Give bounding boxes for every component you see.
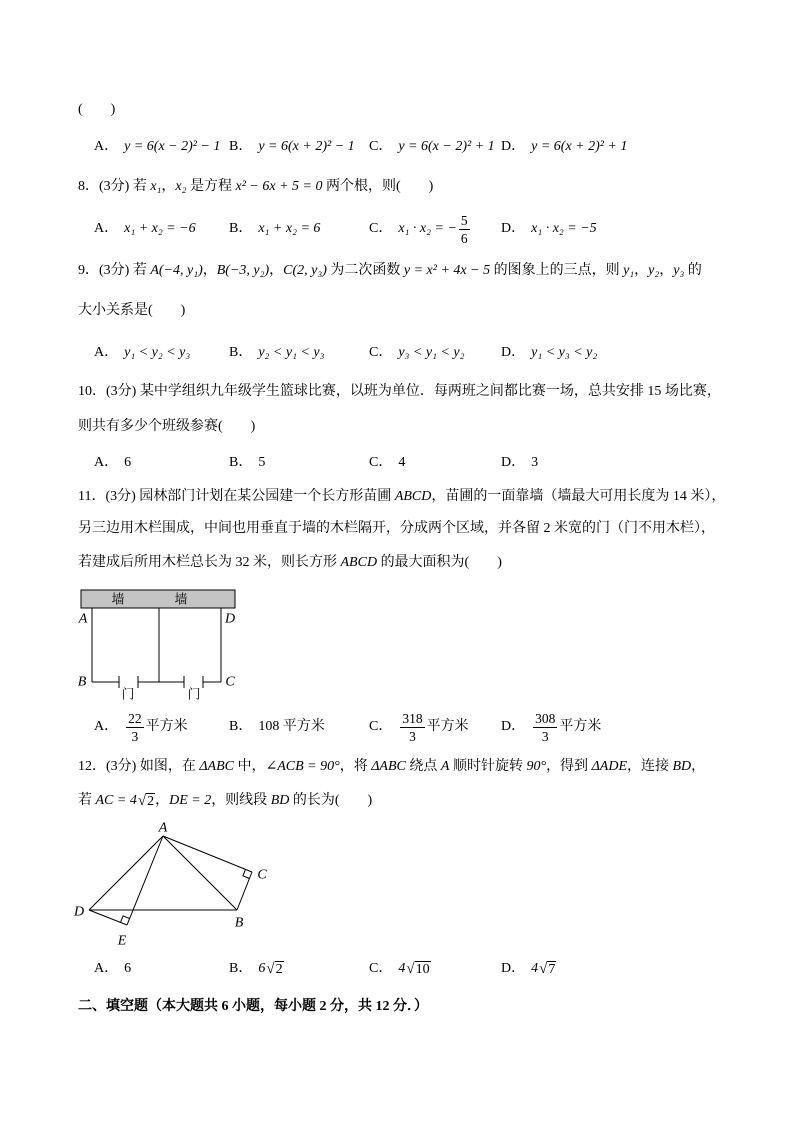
q12-stem-line1 <box>78 756 705 778</box>
stem-text <box>78 486 725 508</box>
door-label: 门 <box>187 686 201 702</box>
math-expression: ΔABC <box>371 759 406 774</box>
option-content <box>258 218 320 240</box>
option-b <box>229 342 324 364</box>
option-label: D． <box>501 719 526 734</box>
fraction <box>400 710 424 745</box>
text-run: 平方米 <box>426 719 469 734</box>
fraction-denominator: 3 <box>541 728 549 744</box>
fraction-numerator: 308 <box>535 710 556 726</box>
text-run: 12．(3分) 如图，在 <box>78 759 200 774</box>
stem-text <box>78 176 433 198</box>
option-label: B． <box>229 139 253 154</box>
q11-fence-figure <box>70 585 250 705</box>
text-run: 是方程 <box>186 179 236 194</box>
math-expression: y = 6(x + 2)² − 1 <box>258 139 355 154</box>
segment-de <box>89 910 127 925</box>
option-label: C． <box>369 719 393 734</box>
option-label: B． <box>229 961 253 976</box>
text-run: 6 <box>124 961 132 976</box>
radicand: 7 <box>548 962 556 977</box>
math-expression: x₁ + x₂ = −6 <box>124 221 196 236</box>
math-expression: A(−4, y₁) <box>150 263 203 278</box>
point-label-a: A <box>158 820 168 836</box>
option-d <box>501 958 556 980</box>
option-content <box>531 218 597 240</box>
option-a <box>94 218 196 240</box>
q9-options <box>0 342 794 364</box>
option-label: B． <box>229 345 253 360</box>
math-expression: x² − 6x + 5 = 0 <box>235 179 323 194</box>
text-run: 两个根，则( ) <box>322 179 434 194</box>
fraction <box>533 710 557 745</box>
segment-bc <box>237 872 252 910</box>
option-a <box>94 452 131 474</box>
fraction <box>459 212 470 247</box>
q10-stem-line1 <box>78 381 721 403</box>
math-expression: BD <box>270 793 290 808</box>
option-label: A． <box>94 961 119 976</box>
wall <box>81 590 235 608</box>
wall-label: 墙 <box>111 591 125 607</box>
text-run: 10．(3分) 某中学组织九年级学生篮球比赛，以班为单位．每两班之间都比赛一场，总共安排 15 场比赛， <box>78 384 721 399</box>
square-root <box>406 960 430 978</box>
text-run: ( ) <box>78 102 116 117</box>
q8-options <box>0 212 794 246</box>
option-label: D． <box>501 455 526 470</box>
q10-stem-line2 <box>78 416 255 438</box>
option-content <box>124 452 131 474</box>
math-expression: x₁ · x₂ = −5 <box>531 221 597 236</box>
q9-stem-line2 <box>78 300 185 322</box>
text-run: ， <box>634 263 649 278</box>
text-run: 平方米 <box>145 719 188 734</box>
square-root <box>138 792 155 810</box>
option-content <box>124 218 196 240</box>
prev-question-options <box>0 136 794 158</box>
point-label-d: D <box>224 611 236 627</box>
option-label: A． <box>94 719 119 734</box>
option-d <box>501 136 627 158</box>
option-content <box>531 342 597 364</box>
radicand: 2 <box>147 794 155 809</box>
math-expression: y₂ < y₁ < y₃ <box>258 345 325 360</box>
option-content <box>258 136 354 158</box>
section-heading: 二、填空题（本大题共 6 小题，每小题 2 分，共 12 分．） <box>78 999 428 1014</box>
option-content <box>531 710 602 744</box>
point-label-d: D <box>73 904 85 920</box>
text-run: 108 平方米 <box>258 719 325 734</box>
option-content <box>398 710 469 744</box>
point-label-a: A <box>78 611 88 627</box>
wall-label: 墙 <box>174 591 188 607</box>
option-content <box>124 136 220 158</box>
math-expression: y₁ < y₂ < y₃ <box>124 345 191 360</box>
option-label: D． <box>501 961 526 976</box>
fraction-denominator: 6 <box>460 230 468 246</box>
text-run: ， <box>659 263 674 278</box>
option-content <box>124 958 131 980</box>
fraction-denominator: 3 <box>131 728 139 744</box>
point-label-b: B <box>234 915 244 931</box>
option-b <box>229 218 320 240</box>
option-c <box>369 342 464 364</box>
door-label: 门 <box>121 686 135 702</box>
option-label: B． <box>229 719 253 734</box>
radical-sign: √ <box>266 961 275 977</box>
math-expression: x₂ <box>175 179 187 194</box>
text-run: 8．(3分) 若 <box>78 179 151 194</box>
text-run: 3 <box>531 455 539 470</box>
text-run: ， <box>202 263 217 278</box>
q10-options <box>0 452 794 474</box>
option-a <box>94 958 131 980</box>
option-content <box>124 710 188 744</box>
math-expression: y₂ <box>648 263 660 278</box>
text-run: 为二次函数 <box>326 263 404 278</box>
stem-text <box>78 260 702 282</box>
math-expression: 90° <box>526 759 547 774</box>
option-d <box>501 452 538 474</box>
option-label: D． <box>501 221 526 236</box>
point-label-e: E <box>117 933 127 949</box>
math-expression: 4 <box>531 961 539 976</box>
point-label-c: C <box>225 674 235 690</box>
option-content <box>258 716 325 738</box>
option-c <box>369 136 495 158</box>
fraction-numerator: 318 <box>402 710 423 726</box>
text-run: 绕点 <box>405 759 441 774</box>
math-expression: B(−3, y₂) <box>216 263 270 278</box>
option-b <box>229 452 265 474</box>
q12-options <box>0 958 794 980</box>
q9-stem-line1 <box>78 260 702 282</box>
radical-sign: √ <box>137 793 147 809</box>
text-run: 的长为( ) <box>289 793 373 808</box>
stem-text <box>78 756 705 778</box>
math-expression: y₁ < y₃ < y₂ <box>531 345 598 360</box>
option-content <box>124 342 190 364</box>
text-run: ， <box>269 263 284 278</box>
math-expression: 6 <box>258 961 266 976</box>
option-label: A． <box>94 345 119 360</box>
fraction <box>126 710 144 745</box>
option-c <box>369 452 405 474</box>
option-content <box>398 212 471 246</box>
option-c <box>369 212 472 246</box>
math-expression: ∠ACB = 90° <box>265 759 340 774</box>
text-run: 大小关系是( ) <box>78 303 186 318</box>
stem-text <box>78 552 502 574</box>
text-run: ，则线段 <box>211 793 271 808</box>
text-run: ，将 <box>339 759 372 774</box>
option-content <box>531 452 538 474</box>
option-a <box>94 710 188 744</box>
math-expression: ABCD <box>394 489 432 504</box>
option-content <box>531 958 556 980</box>
stem-text <box>78 300 185 322</box>
math-expression: y = 6(x + 2)² + 1 <box>531 139 628 154</box>
text-run: 4 <box>398 455 406 470</box>
option-label: C． <box>369 961 393 976</box>
option-label: C． <box>369 345 393 360</box>
q12-triangle-figure <box>65 820 275 952</box>
stem-text <box>78 790 372 812</box>
fraction-numerator: 5 <box>460 212 468 228</box>
text-run: 11．(3分) 园林部门计划在某公园建一个长方形苗圃 <box>78 489 395 504</box>
option-d <box>501 342 597 364</box>
radical-sign: √ <box>406 961 415 977</box>
text-run: ，苗圃的一面靠墙（墙最大可用长度为 14 米）， <box>431 489 726 504</box>
option-label: D． <box>501 139 526 154</box>
math-expression: ABCD <box>340 555 378 570</box>
math-expression: y = 6(x − 2)² + 1 <box>398 139 495 154</box>
option-d <box>501 710 602 744</box>
text-run: 若建成后所用木栏总长为 32 米，则长方形 <box>78 555 341 570</box>
point-label-c: C <box>257 867 267 883</box>
option-content <box>398 342 464 364</box>
text-run: 则共有多少个班级参赛( ) <box>78 419 256 434</box>
option-content <box>258 342 324 364</box>
option-label: C． <box>369 455 393 470</box>
text-run: 5 <box>258 455 266 470</box>
text-run: 中， <box>234 759 266 774</box>
option-c <box>369 958 431 980</box>
option-content <box>398 958 430 980</box>
option-label: A． <box>94 139 119 154</box>
option-b <box>229 958 284 980</box>
option-label: C． <box>369 221 393 236</box>
math-expression: x₁ + x₂ = 6 <box>258 221 321 236</box>
math-expression: y = 6(x − 2)² − 1 <box>124 139 221 154</box>
math-expression: BD <box>672 759 692 774</box>
stem-text <box>78 518 715 540</box>
math-expression: DE = 2 <box>169 793 212 808</box>
text-run: ， <box>161 179 176 194</box>
text-run: 的图象上的三点，则 <box>490 263 624 278</box>
text-run: ， <box>155 793 170 808</box>
option-label: B． <box>229 221 253 236</box>
math-expression: A <box>440 759 450 774</box>
option-label: B． <box>229 455 253 470</box>
math-expression: y₃ <box>673 263 685 278</box>
text-run: 的 <box>684 263 702 278</box>
math-expression: x₁ <box>150 179 162 194</box>
math-expression: y₁ <box>623 263 635 278</box>
text-run: 顺时针旋转 <box>449 759 527 774</box>
math-expression: y₃ < y₁ < y₂ <box>398 345 465 360</box>
option-content <box>531 136 627 158</box>
fraction-numerator: 22 <box>128 710 142 726</box>
q11-options <box>0 710 794 744</box>
segment-ac <box>163 836 252 872</box>
segment-ab <box>163 836 237 910</box>
option-label: A． <box>94 221 119 236</box>
text-run: 若 <box>78 793 96 808</box>
option-content <box>258 958 283 980</box>
option-c <box>369 710 469 744</box>
math-expression: x₁ · x₂ = − <box>398 221 457 236</box>
math-expression: C(2, y₃) <box>283 263 327 278</box>
q8-stem <box>78 176 433 198</box>
math-expression: AC = 4 <box>95 793 137 808</box>
option-content <box>398 452 405 474</box>
math-expression: y = x² + 4x − 5 <box>403 263 491 278</box>
text-run: ，得到 <box>546 759 592 774</box>
stem-text <box>78 416 255 438</box>
option-a <box>94 136 220 158</box>
option-b <box>229 716 325 738</box>
text-run: 另三边用木栏围成，中间也用垂直于墙的木栏隔开，分成两个区域，并各留 2 米宽的门（门不用木栏）， <box>78 521 715 536</box>
text-run: 的最大面积为( ) <box>377 555 502 570</box>
square-root <box>539 960 556 978</box>
option-d <box>501 218 597 240</box>
fraction-denominator: 3 <box>409 728 416 744</box>
q12-stem-line2 <box>78 790 372 812</box>
radical-sign: √ <box>539 961 548 977</box>
math-expression: 4 <box>398 961 406 976</box>
text-run: 9．(3分) 若 <box>78 263 151 278</box>
point-label-b: B <box>77 674 87 690</box>
option-label: D． <box>501 345 526 360</box>
text-run: 平方米 <box>559 719 602 734</box>
prev-question-stem-tail <box>78 99 115 121</box>
stem-text <box>78 381 721 403</box>
math-expression: ΔABC <box>199 759 234 774</box>
option-content <box>258 452 265 474</box>
stem-text <box>78 99 115 121</box>
option-content <box>398 136 494 158</box>
q11-stem-line3 <box>78 552 502 574</box>
q11-stem-line1 <box>78 486 725 508</box>
text-run: ，连接 <box>627 759 673 774</box>
segment-ad <box>89 836 163 910</box>
text-run: ， <box>691 759 706 774</box>
segment-ae <box>127 836 163 925</box>
q11-stem-line2 <box>78 518 715 540</box>
option-label: A． <box>94 455 119 470</box>
radicand: 2 <box>275 962 283 977</box>
square-root <box>266 960 283 978</box>
option-a <box>94 342 190 364</box>
math-expression: ΔADE <box>591 759 627 774</box>
option-b <box>229 136 355 158</box>
text-run: 6 <box>124 455 132 470</box>
radicand: 10 <box>415 962 430 977</box>
option-label: C． <box>369 139 393 154</box>
